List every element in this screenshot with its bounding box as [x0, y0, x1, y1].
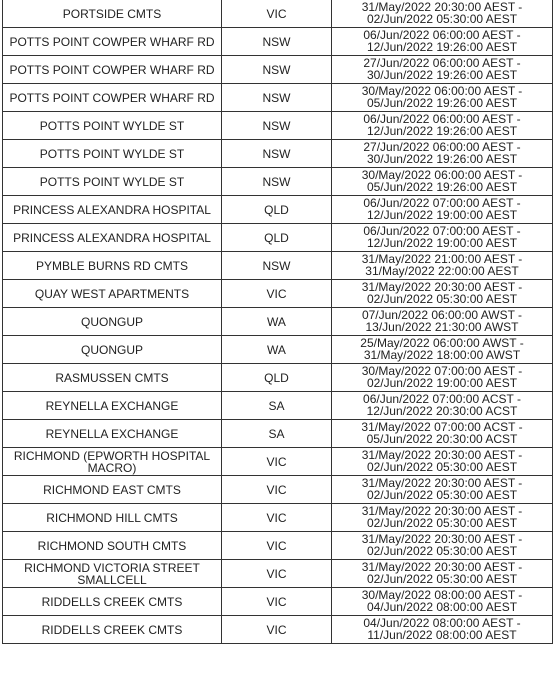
window-start: 06/Jun/2022 06:00:00 AEST -	[363, 112, 521, 126]
window-end: 05/Jun/2022 19:26:00 AEST	[366, 179, 518, 194]
state-cell: QLD	[222, 224, 332, 252]
site-cell: QUONGUP	[3, 308, 222, 336]
state-cell: VIC	[222, 588, 332, 616]
window-end: 30/Jun/2022 19:26:00 AEST	[366, 151, 518, 166]
window-cell	[332, 112, 553, 140]
window-cell	[332, 28, 553, 56]
state-cell: VIC	[222, 0, 332, 28]
window-cell	[332, 84, 553, 112]
window-start: 06/Jun/2022 06:00:00 AEST -	[363, 28, 521, 42]
window-end: 02/Jun/2022 05:30:00 AEST	[366, 11, 518, 26]
window-end: 13/Jun/2022 21:30:00 AWST	[365, 319, 519, 334]
window-start: 04/Jun/2022 08:00:00 AEST -	[363, 616, 521, 630]
window-end: 05/Jun/2022 20:30:00 ACST	[366, 431, 518, 446]
window-cell	[332, 588, 553, 616]
state-cell: SA	[222, 420, 332, 448]
site-cell: PRINCESS ALEXANDRA HOSPITAL	[3, 196, 222, 224]
window-cell	[332, 252, 553, 280]
window-end: 02/Jun/2022 05:30:00 AEST	[366, 487, 518, 502]
window-start: 30/May/2022 07:00:00 AEST -	[361, 364, 523, 378]
state-cell: VIC	[222, 532, 332, 560]
window-start: 30/May/2022 08:00:00 AEST -	[361, 588, 523, 602]
site-cell: RICHMOND EAST CMTS	[3, 476, 222, 504]
table-row	[3, 28, 553, 56]
window-cell	[332, 280, 553, 308]
window-cell	[332, 140, 553, 168]
window-cell	[332, 504, 553, 532]
table-row	[3, 560, 553, 588]
table-row	[3, 420, 553, 448]
site-cell: PORTSIDE CMTS	[3, 0, 222, 28]
window-end: 05/Jun/2022 19:26:00 AEST	[366, 95, 518, 110]
table-row	[3, 112, 553, 140]
window-end: 12/Jun/2022 20:30:00 ACST	[366, 403, 518, 418]
site-cell: POTTS POINT WYLDE ST	[3, 168, 222, 196]
state-cell: NSW	[222, 84, 332, 112]
state-cell: VIC	[222, 616, 332, 644]
site-cell: RIDDELLS CREEK CMTS	[3, 616, 222, 644]
window-cell	[332, 56, 553, 84]
state-cell: NSW	[222, 168, 332, 196]
state-cell: NSW	[222, 56, 332, 84]
site-cell: POTTS POINT WYLDE ST	[3, 140, 222, 168]
window-start: 27/Jun/2022 06:00:00 AEST -	[363, 56, 521, 70]
window-start: 06/Jun/2022 07:00:00 AEST -	[363, 196, 521, 210]
state-cell: SA	[222, 392, 332, 420]
site-cell: PYMBLE BURNS RD CMTS	[3, 252, 222, 280]
window-end: 12/Jun/2022 19:26:00 AEST	[366, 39, 518, 54]
window-end: 11/Jun/2022 08:00:00 AEST	[367, 627, 517, 642]
window-cell	[332, 420, 553, 448]
window-cell	[332, 392, 553, 420]
site-cell: QUAY WEST APARTMENTS	[3, 280, 222, 308]
site-cell: POTTS POINT COWPER WHARF RD	[3, 84, 222, 112]
window-cell	[332, 224, 553, 252]
table-row	[3, 532, 553, 560]
table-row	[3, 616, 553, 644]
table-row	[3, 84, 553, 112]
window-end: 02/Jun/2022 19:00:00 AEST	[366, 375, 518, 390]
state-cell: QLD	[222, 196, 332, 224]
window-cell	[332, 364, 553, 392]
table-row	[3, 280, 553, 308]
state-cell: WA	[222, 308, 332, 336]
window-start: 06/Jun/2022 07:00:00 AEST -	[363, 224, 521, 238]
site-cell: REYNELLA EXCHANGE	[3, 392, 222, 420]
state-cell: QLD	[222, 364, 332, 392]
window-end: 02/Jun/2022 05:30:00 AEST	[366, 571, 518, 586]
window-cell	[332, 336, 553, 364]
window-end: 12/Jun/2022 19:00:00 AEST	[366, 235, 518, 250]
table-row	[3, 252, 553, 280]
table-row	[3, 224, 553, 252]
site-cell: PRINCESS ALEXANDRA HOSPITAL	[3, 224, 222, 252]
window-start: 31/May/2022 21:00:00 AEST -	[361, 252, 523, 266]
table-row	[3, 588, 553, 616]
site-cell: RICHMOND HILL CMTS	[3, 504, 222, 532]
window-start: 31/May/2022 20:30:00 AEST -	[361, 476, 523, 490]
window-start: 30/May/2022 06:00:00 AEST -	[361, 168, 523, 182]
window-cell	[332, 616, 553, 644]
state-cell: NSW	[222, 112, 332, 140]
window-cell	[332, 532, 553, 560]
window-cell	[332, 196, 553, 224]
state-cell: NSW	[222, 140, 332, 168]
window-end: 12/Jun/2022 19:00:00 AEST	[366, 207, 518, 222]
window-cell	[332, 308, 553, 336]
window-start: 31/May/2022 20:30:00 AEST -	[361, 0, 523, 14]
outage-table-body	[3, 0, 553, 644]
state-cell: VIC	[222, 504, 332, 532]
state-cell: VIC	[222, 560, 332, 588]
table-row	[3, 168, 553, 196]
window-start: 25/May/2022 06:00:00 AWST -	[360, 336, 524, 350]
site-cell: POTTS POINT WYLDE ST	[3, 112, 222, 140]
window-end: 31/May/2022 18:00:00 AWST	[363, 347, 521, 362]
table-row	[3, 56, 553, 84]
window-start: 30/May/2022 06:00:00 AEST -	[361, 84, 523, 98]
window-cell	[332, 560, 553, 588]
table-row	[3, 476, 553, 504]
window-start: 31/May/2022 20:30:00 AEST -	[361, 560, 523, 574]
table-row	[3, 504, 553, 532]
window-start: 31/May/2022 20:30:00 AEST -	[361, 532, 523, 546]
window-end: 04/Jun/2022 08:00:00 AEST	[366, 599, 518, 614]
window-start: 06/Jun/2022 07:00:00 ACST -	[363, 392, 521, 406]
window-end: 02/Jun/2022 05:30:00 AEST	[366, 459, 518, 474]
state-cell: WA	[222, 336, 332, 364]
window-start: 31/May/2022 20:30:00 AEST -	[361, 448, 523, 462]
window-end: 02/Jun/2022 05:30:00 AEST	[366, 515, 518, 530]
window-start: 31/May/2022 20:30:00 AEST -	[361, 280, 523, 294]
table-row	[3, 392, 553, 420]
site-cell: QUONGUP	[3, 336, 222, 364]
window-cell	[332, 168, 553, 196]
window-end: 02/Jun/2022 05:30:00 AEST	[366, 543, 518, 558]
site-cell: RICHMOND (EPWORTH HOSPITAL MACRO)	[3, 448, 222, 476]
state-cell: NSW	[222, 252, 332, 280]
window-cell	[332, 0, 553, 28]
window-end: 12/Jun/2022 19:26:00 AEST	[366, 123, 518, 138]
site-cell: RICHMOND SOUTH CMTS	[3, 532, 222, 560]
window-end: 31/May/2022 22:00:00 AEST	[365, 263, 519, 278]
table-row	[3, 308, 553, 336]
site-cell: RIDDELLS CREEK CMTS	[3, 588, 222, 616]
site-cell: RICHMOND VICTORIA STREET SMALLCELL	[3, 560, 222, 588]
table-row	[3, 364, 553, 392]
table-row	[3, 0, 553, 28]
outage-table	[2, 0, 553, 644]
state-cell: VIC	[222, 280, 332, 308]
window-start: 31/May/2022 20:30:00 AEST -	[361, 504, 523, 518]
site-cell: REYNELLA EXCHANGE	[3, 420, 222, 448]
state-cell: VIC	[222, 448, 332, 476]
table-row	[3, 448, 553, 476]
window-end: 30/Jun/2022 19:26:00 AEST	[366, 67, 518, 82]
window-start: 31/May/2022 07:00:00 ACST -	[361, 420, 523, 434]
site-cell: RASMUSSEN CMTS	[3, 364, 222, 392]
table-row	[3, 140, 553, 168]
state-cell: VIC	[222, 476, 332, 504]
table-row	[3, 196, 553, 224]
site-cell: POTTS POINT COWPER WHARF RD	[3, 28, 222, 56]
window-cell	[332, 476, 553, 504]
window-start: 27/Jun/2022 06:00:00 AEST -	[363, 140, 521, 154]
window-start: 07/Jun/2022 06:00:00 AWST -	[361, 308, 523, 322]
window-end: 02/Jun/2022 05:30:00 AEST	[366, 291, 518, 306]
site-cell: POTTS POINT COWPER WHARF RD	[3, 56, 222, 84]
table-row	[3, 336, 553, 364]
window-cell	[332, 448, 553, 476]
state-cell: NSW	[222, 28, 332, 56]
